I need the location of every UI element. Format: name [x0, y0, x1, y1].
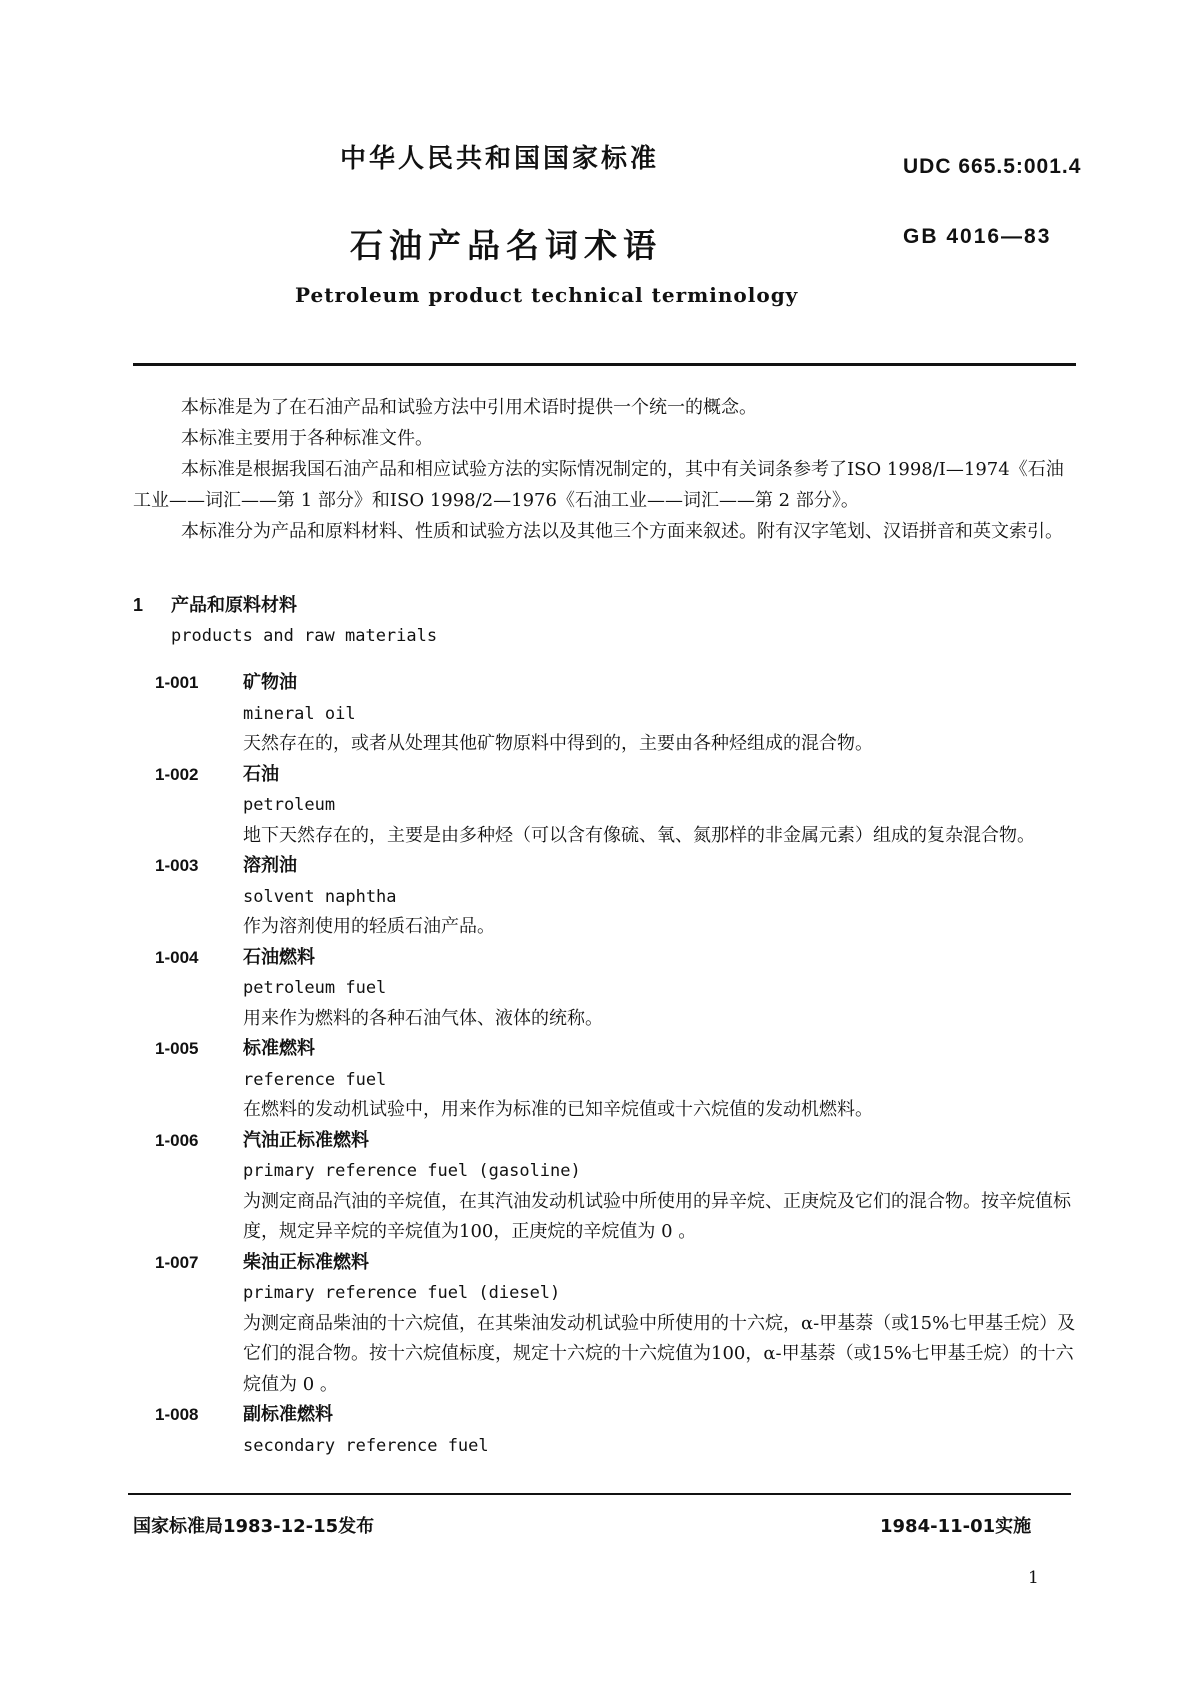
term-definition: 天然存在的，或者从处理其他矿物原料中得到的，主要由各种烃组成的混合物。: [243, 733, 873, 754]
term-entry: [133, 851, 1076, 943]
page-number: 1: [1028, 1568, 1039, 1588]
term-entry: [133, 668, 1076, 760]
term-en: secondary reference fuel: [243, 1435, 489, 1456]
term-cn: 柴油正标准燃料: [243, 1251, 369, 1273]
term-entry: [133, 1034, 1076, 1126]
term-cn: 汽油正标准燃料: [243, 1129, 369, 1151]
term-code: 1-003: [155, 856, 199, 875]
term-entries: [133, 668, 1076, 1461]
term-entry: [133, 943, 1076, 1035]
term-en: petroleum: [243, 795, 336, 815]
term-entry: [133, 1248, 1076, 1401]
term-definition: 在燃料的发动机试验中，用来作为标准的已知辛烷值或十六烷值的发动机燃料。: [243, 1099, 873, 1120]
issue-date: 国家标准局1983-12-15发布: [133, 1516, 375, 1537]
term-en: mineral oil: [243, 703, 356, 724]
term-en: solvent naphtha: [243, 886, 397, 907]
term-en: petroleum fuel: [243, 978, 387, 998]
effective-date: 1984-11-01实施: [880, 1516, 1032, 1537]
term-definition: 为测定商品柴油的十六烷值，在其柴油发动机试验中所使用的十六烷，α-甲基萘（或15%七甲基壬烷）及它们的混合物。按十六烷值标度，规定十六烷的十六烷值为100，α-甲基萘（或15%七甲基壬烷）的十六烷值为 0 。: [243, 1312, 1076, 1395]
term-cn: 标准燃料: [243, 1038, 315, 1059]
national-standard-heading: 中华人民共和国国家标准: [340, 144, 660, 174]
term-code: 1-004: [155, 947, 199, 967]
intro-paragraph: 本标准是为了在石油产品和试验方法中引用术语时提供一个统一的概念。: [181, 397, 757, 418]
intro-paragraph: 本标准是根据我国石油产品和相应试验方法的实际情况制定的，其中有关词条参考了ISO 1998/Ⅰ—1974《石油工业——词汇——第 1 部分》和ISO 1998/2—1976《石油工业——词汇——第 2 部分》。: [133, 459, 1064, 511]
intro-paragraphs: [133, 392, 1076, 547]
section-title-cn: 产品和原料材料: [171, 595, 297, 616]
gb-number: GB 4016—83: [903, 225, 1052, 248]
term-code: 1-006: [155, 1130, 199, 1150]
term-cn: 矿物油: [243, 672, 297, 693]
term-code: 1-007: [155, 1252, 199, 1272]
term-entry: [133, 760, 1076, 852]
term-definition: 为测定商品汽油的辛烷值，在其汽油发动机试验中所使用的异辛烷、正庚烷及它们的混合物。按辛烷值标度，规定异辛烷的辛烷值为100，正庚烷的辛烷值为 0 。: [243, 1190, 1071, 1242]
document-title-en: Petroleum product technical terminology: [295, 283, 799, 307]
term-entry: [133, 1400, 1076, 1461]
term-en: reference fuel: [243, 1069, 387, 1090]
term-definition: 作为溶剂使用的轻质石油产品。: [243, 916, 495, 937]
intro-paragraph: 本标准主要用于各种标准文件。: [181, 428, 433, 449]
term-code: 1-002: [155, 764, 199, 784]
term-definition: 地下天然存在的，主要是由多种烃（可以含有像硫、氧、氮那样的非金属元素）组成的复杂混合物。: [243, 824, 1035, 846]
section-title-en: products and raw materials: [171, 626, 438, 646]
udc-code: UDC 665.5:001.4: [903, 155, 1082, 178]
term-code: 1-008: [155, 1405, 199, 1424]
section-heading: [133, 590, 437, 651]
term-en: primary reference fuel (diesel): [243, 1283, 561, 1303]
intro-paragraph: 本标准分为产品和原料材料、性质和试验方法以及其他三个方面来叙述。附有汉字笔划、汉语拼音和英文索引。: [181, 521, 1063, 542]
term-cn: 石油: [243, 763, 279, 785]
term-code: 1-005: [155, 1039, 199, 1058]
term-cn: 副标准燃料: [243, 1404, 333, 1425]
header-divider: [133, 363, 1076, 366]
document-title-cn: 石油产品名词术语: [350, 226, 662, 265]
term-cn: 溶剂油: [243, 855, 297, 876]
term-definition: 用来作为燃料的各种石油气体、液体的统称。: [243, 1007, 603, 1029]
term-code: 1-001: [155, 673, 199, 692]
term-cn: 石油燃料: [243, 946, 315, 968]
section-number: 1: [133, 595, 144, 615]
footer-divider: [128, 1493, 1071, 1495]
term-en: primary reference fuel (gasoline): [243, 1161, 581, 1181]
term-entry: [133, 1126, 1076, 1248]
